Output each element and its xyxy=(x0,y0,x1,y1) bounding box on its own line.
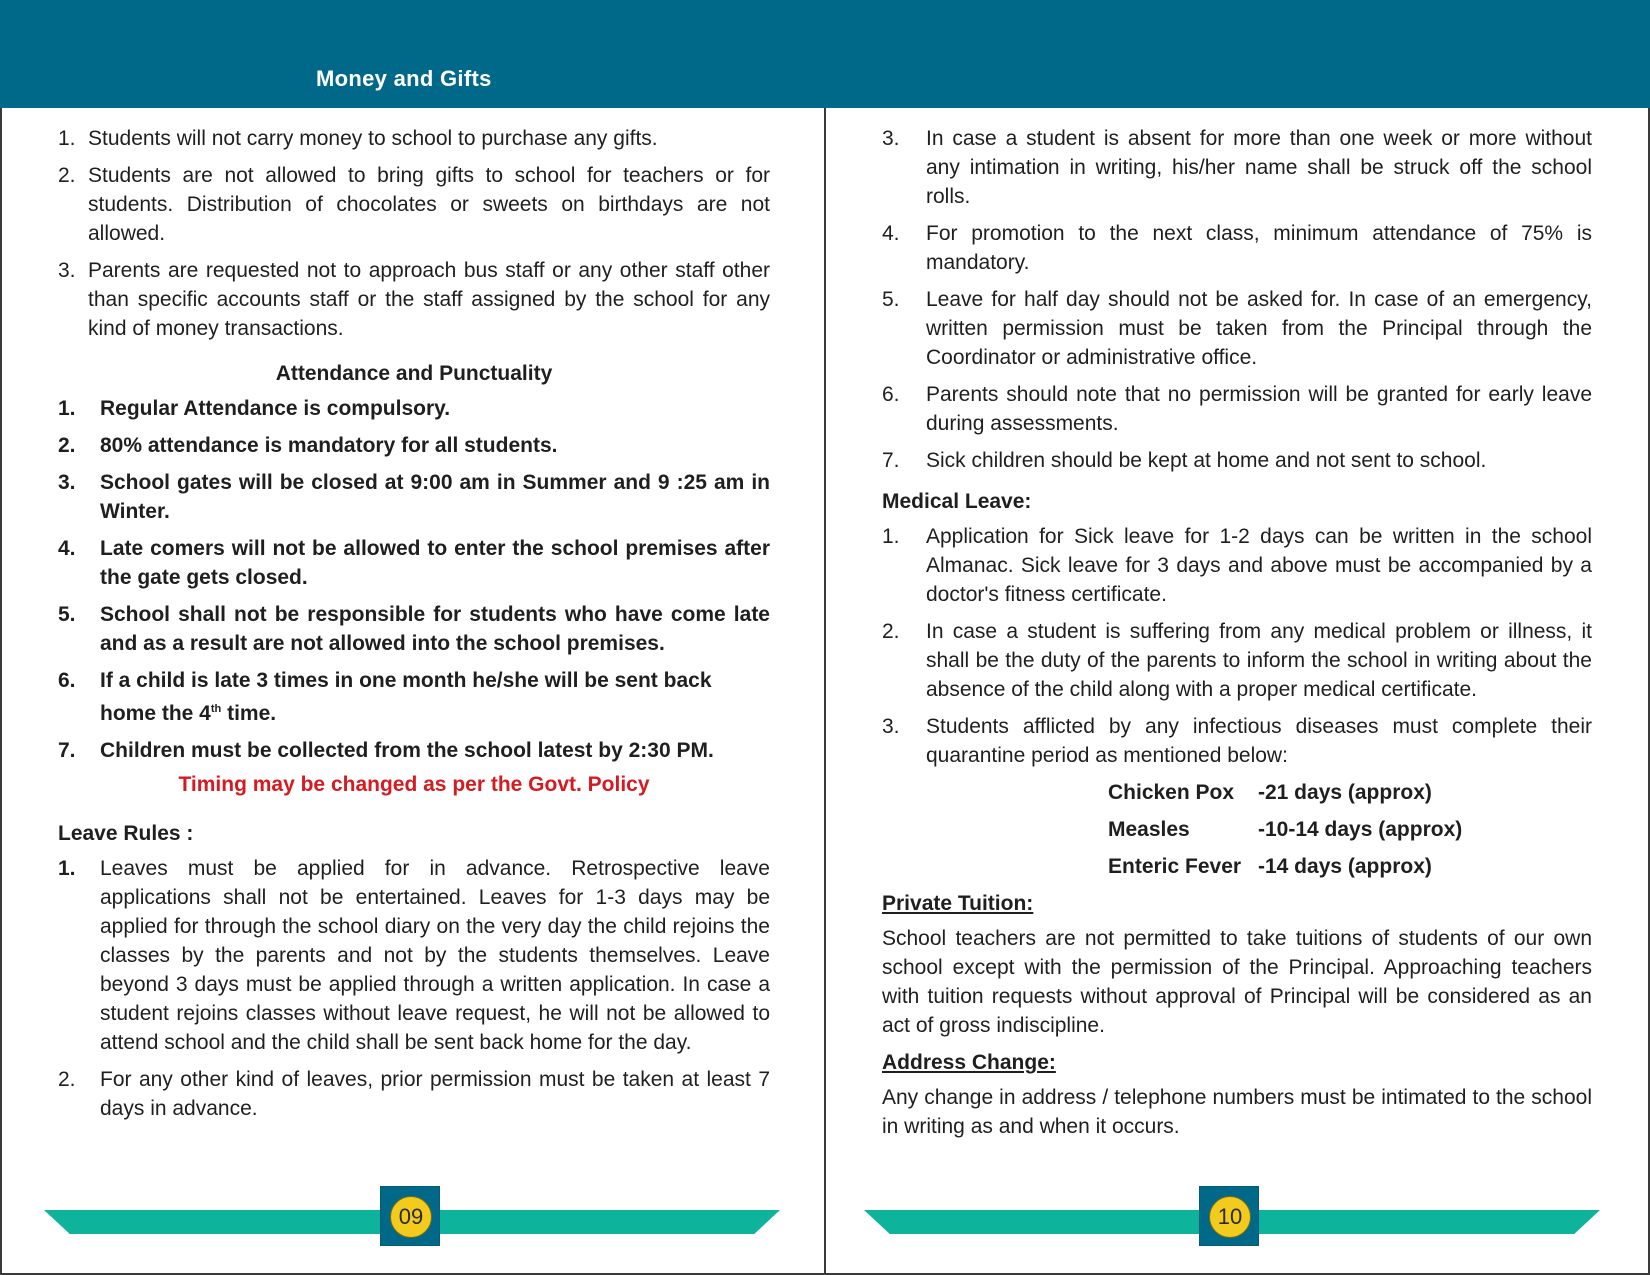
disease-name: Chicken Pox xyxy=(1108,781,1235,804)
item-text: Parents are requested not to approach bus staff or any other staff other than specific accounts staff or the staff assigned by the school for any kind of money transactions. xyxy=(88,259,770,340)
list-item xyxy=(58,854,770,1057)
item-text: Regular Attendance is compulsory. xyxy=(100,397,451,420)
section-title: Money and Gifts xyxy=(316,66,492,91)
item-text: For any other kind of leaves, prior permission must be taken at least 7 days in advance. xyxy=(100,1068,770,1120)
list-item xyxy=(58,431,770,460)
left-page xyxy=(58,124,770,1131)
item-number: 2. xyxy=(58,434,76,457)
timing-note: Timing may be changed as per the Govt. Policy xyxy=(178,773,650,796)
footer-right xyxy=(864,1204,1600,1234)
address-change-heading: Address Change: xyxy=(882,1051,1056,1074)
leave-rules-heading: Leave Rules : xyxy=(58,822,194,845)
medical-leave-heading: Medical Leave: xyxy=(882,490,1032,513)
private-tuition-text: School teachers are not permitted to take tuitions of students of our own school except with the permission of the Principal. Approaching teachers with tuition requests without approval of Principal will be considered as an act of gross indiscipline. xyxy=(882,927,1592,1037)
list-item xyxy=(58,161,770,248)
disease-name: Measles xyxy=(1108,818,1190,841)
item-text: School shall not be responsible for students who have come late and as a result are not allowed into the school premises. xyxy=(100,603,770,655)
right-page xyxy=(882,124,1592,1141)
item-number: 1. xyxy=(882,525,900,548)
leave-rules-list xyxy=(58,854,770,1123)
item-number: 7. xyxy=(58,739,76,762)
item-number: 1. xyxy=(58,857,76,880)
item-number: 3. xyxy=(882,127,900,150)
page-edge-left xyxy=(0,108,2,1275)
page-number-badge xyxy=(380,1186,440,1246)
list-item xyxy=(882,522,1592,609)
item-text: 80% attendance is mandatory for all students. xyxy=(100,434,558,457)
item-text: Students are not allowed to bring gifts to school for teachers or for students. Distribution of chocolates or sweets on birthdays are not allowed. xyxy=(88,164,770,245)
item-text: School gates will be closed at 9:00 am in Summer and 9 :25 am in Winter. xyxy=(100,471,770,523)
list-item xyxy=(58,736,770,765)
list-item xyxy=(58,1065,770,1123)
medical-leave-list xyxy=(882,522,1592,770)
private-tuition-heading: Private Tuition: xyxy=(882,892,1034,915)
item-number: 3. xyxy=(58,471,76,494)
item-number: 5. xyxy=(58,603,76,626)
item-number: 1. xyxy=(58,397,76,420)
quarantine-table xyxy=(1108,778,1592,881)
item-text: Children must be collected from the school latest by 2:30 PM. xyxy=(100,739,714,762)
list-item xyxy=(882,712,1592,770)
item-number: 2. xyxy=(58,164,76,187)
item-text: Application for Sick leave for 1-2 days can be written in the school Almanac. Sick leave for 3 days and above must be accompanied by a doctor's fitness certificate. xyxy=(926,525,1592,606)
list-item xyxy=(58,394,770,423)
item-text: Students afflicted by any infectious diseases must complete their quarantine period as mentioned below: xyxy=(926,715,1592,767)
item-number: 7. xyxy=(882,449,900,472)
list-item xyxy=(882,124,1592,211)
address-change-text: Any change in address / telephone numbers must be intimated to the school in writing as and when it occurs. xyxy=(882,1086,1592,1138)
list-item xyxy=(882,617,1592,704)
list-item xyxy=(58,534,770,592)
page-number-badge xyxy=(1199,1186,1259,1246)
item-text: For promotion to the next class, minimum attendance of 75% is mandatory. xyxy=(926,222,1592,274)
list-item xyxy=(58,468,770,526)
item-text: Late comers will not be allowed to enter the school premises after the gate gets closed. xyxy=(100,537,770,589)
header-bar xyxy=(0,0,1650,108)
list-item xyxy=(882,285,1592,372)
item-text: In case a student is absent for more than one week or more without any intimation in writing, his/her name shall be struck off the school rolls. xyxy=(926,127,1592,208)
item-text: Students will not carry money to school to purchase any gifts. xyxy=(88,127,658,150)
money-gifts-list xyxy=(58,124,770,343)
item-number: 6. xyxy=(882,383,900,406)
list-item xyxy=(882,380,1592,438)
item-text: Leaves must be applied for in advance. Retrospective leave applications shall not be entertained. Leaves for 1-3 days may be applied for through the school diary on the very day the child rejoins the classes by the parents and not by the students themselves. Leave beyond 3 days must be applied through a written application. In case a student rejoins classes without leave request, he will not be allowed to attend school and the child shall be sent back home for the day. xyxy=(100,857,770,1054)
quarantine-row xyxy=(1108,852,1592,881)
page-number: 09 xyxy=(390,1196,432,1238)
item-number: 4. xyxy=(882,222,900,245)
footer-left xyxy=(44,1204,780,1234)
superscript: th xyxy=(210,703,222,715)
page-number: 10 xyxy=(1209,1196,1251,1238)
leave-rules-continued-list xyxy=(882,124,1592,475)
item-text: If a child is late 3 times in one month he/she will be sent back home the 4th time. xyxy=(100,669,712,725)
item-number: 3. xyxy=(882,715,900,738)
attendance-heading: Attendance and Punctuality xyxy=(275,362,553,385)
item-number: 6. xyxy=(58,669,76,692)
item-number: 3. xyxy=(58,259,76,282)
quarantine-period: -14 days (approx) xyxy=(1258,855,1432,878)
item-text: Leave for half day should not be asked for. In case of an emergency, written permission must be taken from the Principal through the Coordinator or administrative office. xyxy=(926,288,1592,369)
item-number: 5. xyxy=(882,288,900,311)
item-number: 2. xyxy=(882,620,900,643)
item-number: 1. xyxy=(58,127,76,150)
item-text: Parents should note that no permission will be granted for early leave during assessments. xyxy=(926,383,1592,435)
item-text: Sick children should be kept at home and not sent to school. xyxy=(926,449,1487,472)
item-number: 4. xyxy=(58,537,76,560)
attendance-list xyxy=(58,394,770,765)
list-item xyxy=(58,666,770,728)
page-divider xyxy=(824,108,826,1275)
list-item xyxy=(882,446,1592,475)
quarantine-row xyxy=(1108,778,1592,807)
list-item xyxy=(58,600,770,658)
item-number: 2. xyxy=(58,1068,76,1091)
disease-name: Enteric Fever xyxy=(1108,855,1242,878)
quarantine-period: -21 days (approx) xyxy=(1258,781,1432,804)
quarantine-row xyxy=(1108,815,1592,844)
list-item xyxy=(58,124,770,153)
list-item xyxy=(58,256,770,343)
list-item xyxy=(882,219,1592,277)
item-text: In case a student is suffering from any medical problem or illness, it shall be the duty of the parents to inform the school in writing about the absence of the child along with a proper medical certificate. xyxy=(926,620,1592,701)
quarantine-period: -10-14 days (approx) xyxy=(1258,818,1463,841)
